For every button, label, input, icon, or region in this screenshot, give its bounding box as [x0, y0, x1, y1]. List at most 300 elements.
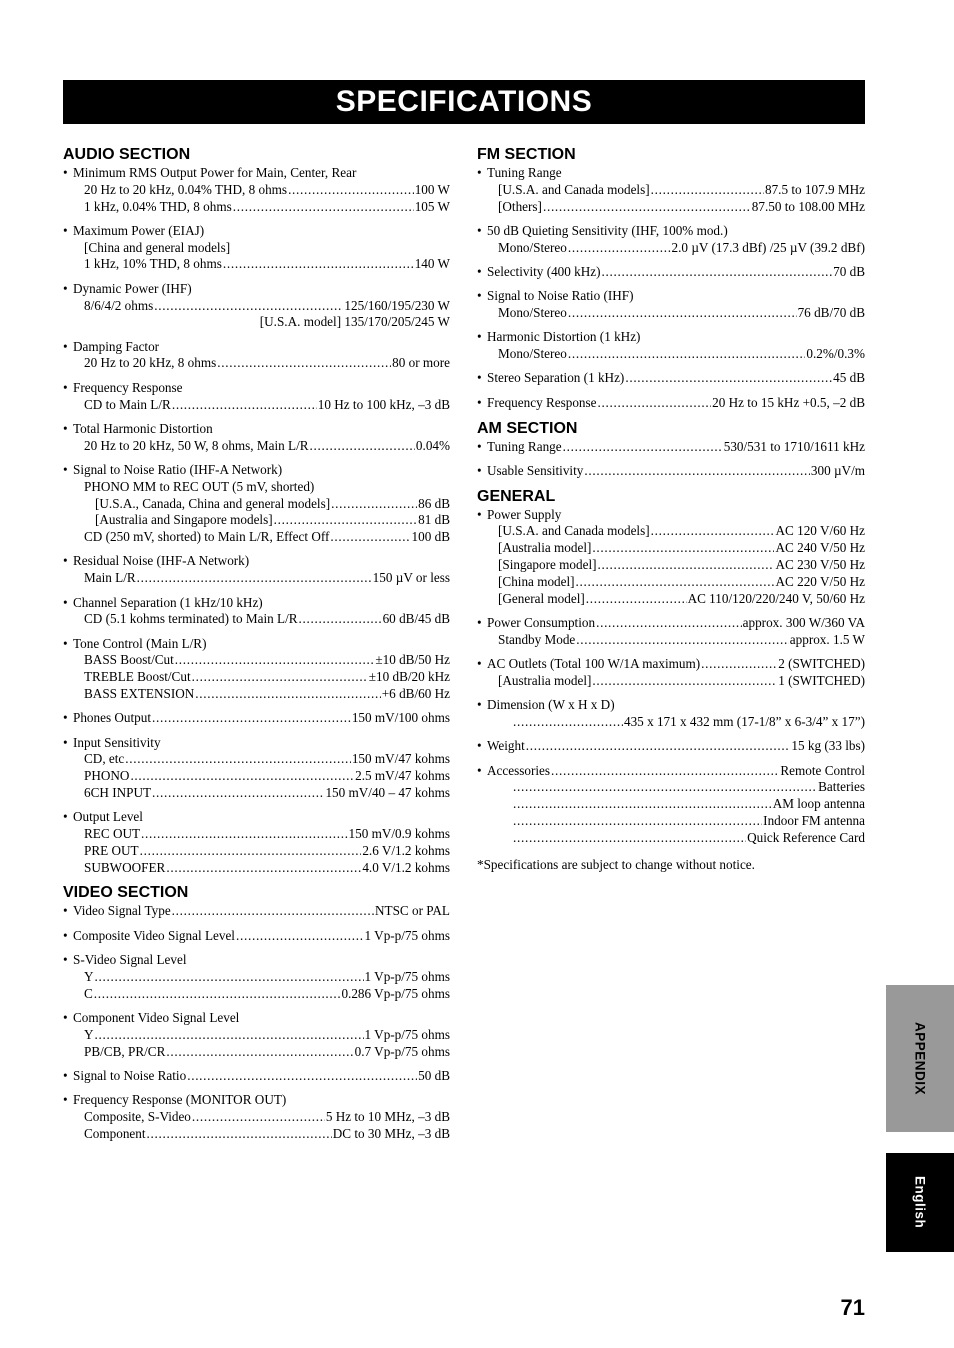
spec-item	[477, 395, 865, 412]
footnote: *Specifications are subject to change without notice.	[477, 856, 755, 872]
spec-value: approx. 300 W/360 VA	[742, 614, 865, 630]
spec-heading	[477, 264, 865, 281]
spec-line-label: [U.S.A., Canada, China and general models]	[95, 495, 331, 511]
section-title: GENERAL	[477, 487, 556, 505]
spec-line	[63, 199, 450, 216]
leader-dots	[513, 779, 817, 796]
leader-dots	[586, 591, 687, 608]
leader-dots	[95, 1027, 364, 1044]
spec-line	[477, 632, 865, 649]
leader-dots	[187, 1068, 417, 1085]
leader-dots	[551, 763, 779, 780]
leader-dots	[576, 574, 775, 591]
spec-line	[63, 669, 450, 686]
spec-line-value: Quick Reference Card	[747, 829, 865, 845]
spec-line-value: 0.286 Vp-p/75 ohms	[341, 985, 450, 1001]
spec-heading	[477, 395, 865, 412]
spec-value: 15 kg (33 lbs)	[791, 738, 865, 754]
spec-label: • Signal to Noise Ratio	[73, 1067, 187, 1083]
spec-line-label: CD (5.1 kohms terminated) to Main L/R	[84, 611, 298, 627]
right-column	[477, 146, 865, 873]
spec-line-value: 150 µV or less	[372, 570, 450, 586]
spec-line	[477, 796, 865, 813]
spec-heading	[477, 615, 865, 632]
leader-dots	[236, 928, 364, 945]
spec-label: • Damping Factor	[63, 339, 450, 356]
spec-label: • Tone Control (Main L/R)	[63, 636, 450, 653]
spec-line	[477, 557, 865, 574]
leader-dots	[592, 673, 777, 690]
spec-list	[63, 165, 450, 876]
spec-label: • Harmonic Distortion (1 kHz)	[477, 329, 865, 346]
spec-line-value: 100 dB	[411, 529, 450, 545]
leader-dots	[172, 397, 317, 414]
leader-dots	[95, 969, 364, 986]
leader-dots	[130, 768, 354, 785]
leader-dots	[166, 1044, 353, 1061]
spec-line	[63, 397, 450, 414]
spec-line	[477, 240, 865, 257]
spec-value: 45 dB	[833, 370, 865, 386]
leader-dots	[192, 1109, 325, 1126]
leader-dots	[513, 714, 623, 731]
spec-line	[63, 768, 450, 785]
spec-line-value: 5 Hz to 10 MHz, –3 dB	[325, 1108, 450, 1124]
spec-line	[63, 256, 450, 273]
spec-label: • Usable Sensitivity	[487, 462, 584, 478]
spec-line-label: 6CH INPUT	[84, 785, 152, 800]
spec-line-label: CD to Main L/R	[84, 396, 171, 412]
spec-line-value: 86 dB	[418, 495, 450, 511]
spec-item	[63, 553, 450, 587]
leader-dots	[513, 813, 762, 830]
leader-dots	[195, 686, 380, 703]
leader-dots	[175, 652, 375, 669]
spec-line-label: REC OUT	[84, 826, 141, 842]
spec-value: Remote Control	[780, 762, 865, 778]
page-number: 71	[840, 1295, 865, 1320]
spec-line-label: [U.S.A. and Canada models]	[498, 181, 650, 197]
spec-line-label: 20 Hz to 20 kHz, 0.04% THD, 8 ohms	[84, 181, 288, 197]
english-tab	[886, 1153, 954, 1252]
spec-line-value: approx. 1.5 W	[789, 631, 865, 647]
spec-label: • 50 dB Quieting Sensitivity (IHF, 100% mod.)	[477, 223, 865, 240]
spec-label: • Composite Video Signal Level	[73, 927, 235, 943]
spec-line	[477, 779, 865, 796]
spec-label: • Video Signal Type	[73, 903, 171, 919]
spec-label: • Dimension (W x H x D)	[477, 697, 865, 714]
spec-line	[63, 969, 450, 986]
spec-line-value: 1 Vp-p/75 ohms	[364, 1026, 450, 1042]
spec-item	[477, 656, 865, 690]
leader-dots	[602, 264, 833, 281]
spec-line-value: 435 x 171 x 432 mm (17-1/8” x 6-3/4” x 17”)	[623, 713, 865, 729]
leader-dots	[598, 395, 712, 412]
spec-heading	[477, 370, 865, 387]
spec-line-value: 0.2%/0.3%	[806, 346, 865, 362]
spec-line	[477, 813, 865, 830]
leader-dots	[568, 346, 806, 363]
spec-line-label: Y	[84, 1026, 94, 1042]
spec-item	[63, 809, 450, 876]
spec-label: • Weight	[487, 738, 525, 754]
spec-item	[477, 615, 865, 649]
spec-line-label: [U.S.A. and Canada models]	[498, 523, 650, 539]
spec-line-label: Standby Mode	[498, 631, 576, 647]
leader-dots	[543, 199, 751, 216]
spec-line	[63, 826, 450, 843]
leader-dots	[310, 438, 415, 455]
spec-line	[63, 570, 450, 587]
spec-label: • Signal to Noise Ratio (IHF-A Network)	[63, 462, 450, 479]
spec-heading	[477, 463, 865, 480]
spec-line	[477, 830, 865, 847]
spec-line-label: 1 kHz, 10% THD, 8 ohms	[84, 256, 222, 272]
spec-value: 150 mV/100 ohms	[351, 710, 450, 726]
spec-item	[477, 370, 865, 387]
leader-dots	[152, 710, 351, 727]
section-title: AM SECTION	[477, 419, 578, 437]
spec-line-label: CD (250 mV, shorted) to Main L/R, Effect Off	[84, 529, 330, 545]
spec-item	[63, 1092, 450, 1142]
spec-line-value: 2.6 V/1.2 kohms	[362, 842, 450, 858]
page-title: SPECIFICATIONS	[63, 80, 865, 124]
spec-item	[63, 595, 450, 629]
spec-item	[477, 463, 865, 480]
spec-line-value: 1 Vp-p/75 ohms	[364, 968, 450, 984]
spec-item	[477, 507, 865, 608]
spec-line	[63, 1126, 450, 1143]
spec-label: • AC Outlets (Total 100 W/1A maximum)	[487, 656, 701, 672]
spec-label: • Component Video Signal Level	[63, 1010, 450, 1027]
spec-line	[63, 298, 450, 315]
spec-item	[63, 636, 450, 703]
spec-line-label: 20 Hz to 20 kHz, 8 ohms	[84, 355, 217, 371]
left-column	[63, 146, 450, 1151]
section-title: AUDIO SECTION	[63, 146, 191, 163]
spec-item	[477, 329, 865, 363]
spec-item	[477, 697, 865, 731]
spec-item	[63, 710, 450, 727]
spec-line	[63, 529, 450, 546]
spec-line	[63, 1109, 450, 1126]
spec-line-value: DC to 30 MHz, –3 dB	[332, 1125, 450, 1141]
spec-heading	[63, 1068, 450, 1085]
spec-list	[477, 507, 865, 847]
spec-line-value: ±10 dB/20 kHz	[368, 669, 450, 685]
leader-dots	[147, 1126, 332, 1143]
spec-item	[63, 735, 450, 802]
spec-line	[477, 523, 865, 540]
spec-line-value: 150 mV/40 – 47 kohms	[325, 785, 450, 800]
leader-dots	[625, 370, 832, 387]
spec-label: • Tuning Range	[487, 438, 562, 454]
am-section	[477, 420, 865, 480]
leader-dots	[592, 540, 774, 557]
spec-line-value: 105 W	[414, 198, 450, 214]
spec-item	[63, 928, 450, 945]
general-section	[477, 488, 865, 847]
spec-line-label: Composite, S-Video	[84, 1108, 191, 1124]
spec-line-label: BASS EXTENSION	[84, 686, 195, 702]
spec-line-value: ±10 dB/50 Hz	[375, 652, 450, 668]
spec-label: • Tuning Range	[477, 165, 865, 182]
spec-line	[477, 199, 865, 216]
spec-line	[63, 751, 450, 768]
spec-line-label: Y	[84, 968, 94, 984]
spec-label: • Phones Output	[73, 710, 152, 726]
spec-line-label: Mono/Stereo	[498, 346, 567, 362]
spec-line-label: PHONO	[84, 768, 130, 784]
spec-line-label: [Others]	[498, 198, 542, 214]
spec-label: • Power Supply	[477, 507, 865, 524]
spec-line-value: AC 230 V/50 Hz	[775, 557, 865, 573]
leader-dots	[141, 826, 347, 843]
leader-dots	[137, 570, 372, 587]
leader-dots	[140, 843, 362, 860]
leader-dots	[154, 298, 343, 315]
leader-dots	[513, 796, 772, 813]
spec-label: • Dynamic Power (IHF)	[63, 281, 450, 298]
spec-line-label: Mono/Stereo	[498, 305, 567, 321]
audio-section	[63, 146, 450, 876]
spec-item	[63, 380, 450, 414]
spec-value: 530/531 to 1710/1611 kHz	[723, 438, 865, 454]
leader-dots	[596, 615, 742, 632]
spec-line	[63, 860, 450, 877]
leader-dots	[274, 512, 418, 529]
spec-line-value: 1 (SWITCHED)	[778, 672, 865, 688]
leader-dots	[651, 182, 764, 199]
spec-item	[63, 223, 450, 273]
spec-line-value: 140 W	[414, 256, 450, 272]
leader-dots	[651, 523, 775, 540]
spec-label: • Selectivity (400 kHz)	[487, 263, 601, 279]
spec-line-label: PB/CB, PR/CR	[84, 1043, 166, 1059]
spec-line-label: SUBWOOFER	[84, 859, 166, 875]
spec-item	[477, 223, 865, 257]
leader-dots	[94, 986, 341, 1003]
spec-label: • Accessories	[487, 762, 550, 778]
spec-value: 50 dB	[418, 1067, 450, 1083]
spec-line-value: AC 120 V/60 Hz	[775, 523, 865, 539]
spec-label: • Output Level	[63, 809, 450, 826]
spec-line	[63, 785, 450, 802]
leader-dots	[192, 669, 368, 686]
spec-sublabel: [China and general models]	[84, 239, 231, 255]
leader-dots	[513, 830, 746, 847]
spec-item	[477, 264, 865, 281]
spec-line-value: AC 110/120/220/240 V, 50/60 Hz	[687, 590, 865, 606]
section-title: VIDEO SECTION	[63, 884, 189, 902]
spec-line-label: [General model]	[498, 590, 585, 606]
leader-dots	[299, 611, 382, 628]
leader-dots	[125, 751, 351, 768]
leader-dots	[172, 903, 374, 920]
english-tab-label: English	[912, 1176, 928, 1229]
spec-list	[477, 165, 865, 412]
spec-line	[63, 652, 450, 669]
spec-item	[63, 952, 450, 1002]
spec-item	[63, 462, 450, 546]
spec-line	[63, 438, 450, 455]
spec-line	[477, 574, 865, 591]
spec-line-value: 4.0 V/1.2 kohms	[362, 859, 450, 875]
spec-label: • Power Consumption	[487, 614, 596, 630]
spec-line	[63, 686, 450, 703]
spec-line-label: [Singapore model]	[498, 557, 597, 573]
spec-label: • S-Video Signal Level	[63, 952, 450, 969]
leader-dots	[223, 256, 414, 273]
spec-line	[63, 1044, 450, 1061]
appendix-tab-label: APPENDIX	[912, 1021, 928, 1096]
spec-line-label: Mono/Stereo	[498, 239, 567, 255]
spec-line-value: AM loop antenna	[772, 796, 865, 812]
spec-item	[477, 763, 865, 847]
spec-item	[63, 1010, 450, 1060]
spec-label: • Frequency Response (MONITOR OUT)	[63, 1092, 450, 1109]
spec-sublabel: PHONO MM to REC OUT (5 mV, shorted)	[84, 478, 315, 494]
spec-line-value: 76 dB/70 dB	[797, 305, 865, 321]
spec-line-value: Batteries	[818, 779, 865, 795]
spec-label: • Maximum Power (EIAJ)	[63, 223, 450, 240]
spec-heading	[477, 738, 865, 755]
spec-heading	[477, 656, 865, 673]
leader-dots	[701, 656, 777, 673]
spec-label: • Signal to Noise Ratio (IHF)	[477, 288, 865, 305]
spec-line-label: [Australia model]	[498, 540, 592, 556]
leader-dots	[598, 557, 775, 574]
spec-line-label: 8/6/4/2 ohms	[84, 297, 154, 313]
spec-line-value: 0.04%	[415, 437, 450, 453]
video-section	[63, 884, 450, 1142]
spec-line	[477, 182, 865, 199]
spec-item	[63, 339, 450, 373]
spec-line-label: Component	[84, 1125, 146, 1141]
spec-line-value: 2.0 µV (17.3 dBf) /25 µV (39.2 dBf)	[671, 239, 865, 255]
spec-line-value: AC 240 V/50 Hz	[775, 540, 865, 556]
spec-line-label: BASS Boost/Cut	[84, 652, 174, 668]
spec-label: • Input Sensitivity	[63, 735, 450, 752]
spec-line-value: 10 Hz to 100 kHz, –3 dB	[317, 396, 450, 412]
spec-line-label: TREBLE Boost/Cut	[84, 669, 191, 685]
spec-line-value: 81 dB	[418, 512, 450, 528]
spec-line-label: PRE OUT	[84, 842, 139, 858]
spec-line-value: 87.50 to 108.00 MHz	[751, 198, 865, 214]
spec-heading	[477, 439, 865, 456]
spec-line-value: 2.5 mV/47 kohms	[355, 768, 450, 784]
spec-label: • Stereo Separation (1 kHz)	[487, 370, 625, 386]
leader-dots	[563, 439, 723, 456]
spec-line-value: 100 W	[414, 181, 450, 197]
leader-dots	[217, 355, 391, 372]
spec-line	[477, 305, 865, 322]
spec-line-label: Main L/R	[84, 570, 136, 586]
spec-line	[63, 611, 450, 628]
spec-line-label: [Australia model]	[498, 672, 592, 688]
leader-dots	[152, 785, 324, 802]
spec-item	[477, 288, 865, 322]
spec-line-label: C	[84, 985, 93, 1001]
spec-line-label: CD, etc	[84, 751, 125, 767]
leader-dots	[233, 199, 414, 216]
spec-item	[63, 1068, 450, 1085]
spec-line	[63, 843, 450, 860]
spec-item	[477, 738, 865, 755]
spec-line	[63, 1027, 450, 1044]
leader-dots	[288, 182, 414, 199]
spec-line-value: 0.7 Vp-p/75 ohms	[354, 1043, 450, 1059]
leader-dots	[576, 632, 788, 649]
spec-label: • Frequency Response	[487, 394, 597, 410]
spec-line	[63, 355, 450, 372]
spec-line-label: 1 kHz, 0.04% THD, 8 ohms	[84, 198, 232, 214]
spec-item	[477, 439, 865, 456]
leader-dots	[568, 305, 797, 322]
spec-value: 2 (SWITCHED)	[778, 656, 865, 672]
spec-item	[477, 165, 865, 215]
leader-dots	[331, 496, 417, 513]
spec-line-value: 60 dB/45 dB	[382, 611, 450, 627]
spec-line-label: 20 Hz to 20 kHz, 50 W, 8 ohms, Main L/R	[84, 437, 309, 453]
spec-line-value: 125/160/195/230 W	[344, 297, 450, 313]
spec-line	[477, 346, 865, 363]
spec-line	[477, 714, 865, 731]
spec-extra: [U.S.A. model] 135/170/205/245 W	[259, 314, 450, 330]
spec-line-label: [Australia and Singapore models]	[95, 512, 273, 528]
spec-line	[63, 182, 450, 199]
spec-item	[63, 903, 450, 920]
spec-line	[477, 673, 865, 690]
spec-list	[63, 903, 450, 1142]
spec-line-value: AC 220 V/50 Hz	[775, 573, 865, 589]
leader-dots	[166, 860, 361, 877]
spec-line-value: Indoor FM antenna	[763, 812, 865, 828]
appendix-tab	[886, 985, 954, 1132]
spec-line-label: [China model]	[498, 573, 575, 589]
spec-value: 1 Vp-p/75 ohms	[364, 927, 450, 943]
leader-dots	[526, 738, 791, 755]
section-title: FM SECTION	[477, 146, 576, 163]
spec-label: • Residual Noise (IHF-A Network)	[63, 553, 450, 570]
spec-label: • Minimum RMS Output Power for Main, Center, Rear	[63, 165, 450, 182]
spec-item	[63, 165, 450, 215]
spec-line	[63, 496, 450, 513]
spec-value: 70 dB	[833, 263, 865, 279]
spec-label: • Total Harmonic Distortion	[63, 421, 450, 438]
spec-value: 20 Hz to 15 kHz +0.5, –2 dB	[712, 394, 865, 410]
spec-line-value: 80 or more	[392, 355, 450, 371]
spec-line	[63, 512, 450, 529]
spec-line	[477, 540, 865, 557]
spec-heading	[63, 928, 450, 945]
spec-line	[477, 591, 865, 608]
spec-value: 300 µV/m	[810, 462, 865, 478]
spec-line-value: 87.5 to 107.9 MHz	[764, 181, 865, 197]
spec-item	[63, 281, 450, 331]
leader-dots	[568, 240, 671, 257]
spec-heading	[477, 763, 865, 780]
spec-line-value: +6 dB/60 Hz	[381, 686, 450, 702]
fm-section	[477, 146, 865, 412]
spec-heading	[63, 903, 450, 920]
spec-line-value: 150 mV/0.9 kohms	[348, 826, 450, 842]
spec-value: NTSC or PAL	[375, 903, 450, 919]
spec-label: • Frequency Response	[63, 380, 450, 397]
spec-list	[477, 439, 865, 480]
spec-label: • Channel Separation (1 kHz/10 kHz)	[63, 595, 450, 612]
leader-dots	[584, 463, 810, 480]
